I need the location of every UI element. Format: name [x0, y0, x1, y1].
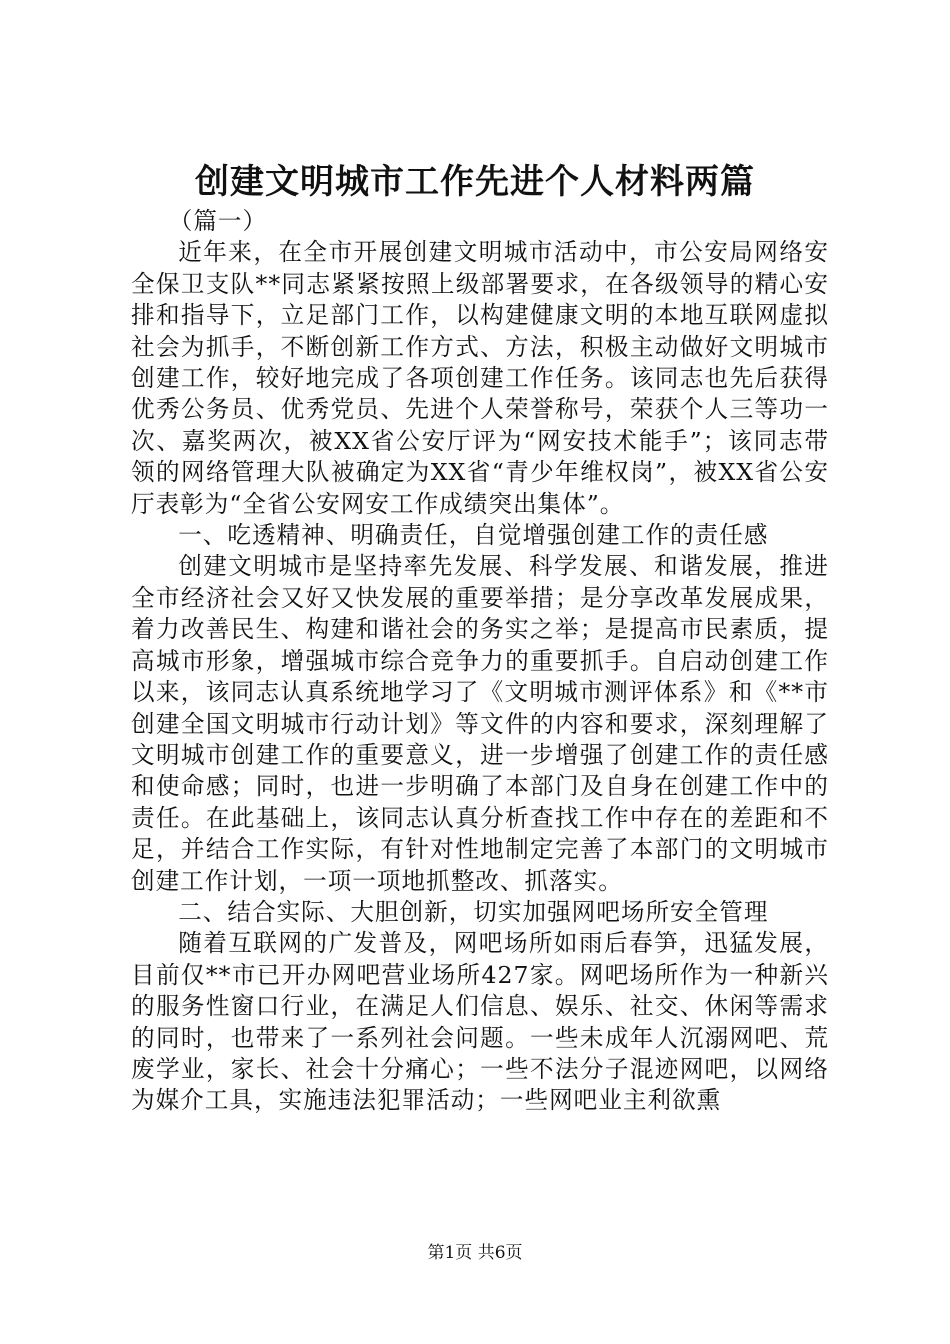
paragraph-intro: 近年来，在全市开展创建文明城市活动中，市公安局网络安全保卫支队**同志紧紧按照上级部署要求，在各级领导的精心安排和指导下，立足部门工作，以构建健康文明的本地互联网虚拟社会为抓手，不断创新工作方式、方法，积极主动做好文明城市创建工作，较好地完成了各项创建工作任务。该同志也先后获得优秀公务员、优秀党员、先进个人荣誉称号，荣获个人三等功一次、嘉奖两次，被XX省公安厅评为“网安技术能手”；该同志带领的网络管理大队被确定为XX省“青少年维权岗”，被XX省公安厅表彰为“全省公安网安工作成绩突出集体”。 [131, 238, 829, 518]
paragraph-section-2: 随着互联网的广发普及，网吧场所如雨后春笋，迅猛发展，目前仅**市已开办网吧营业场所427家。网吧场所作为一种新兴的服务性窗口行业，在满足人们信息、娱乐、社交、休闲等需求的同时，也带来了一系列社会问题。一些未成年人沉溺网吧、荒废学业，家长、社会十分痛心；一些不法分子混迹网吧，以网络为媒介工具，实施违法犯罪活动；一些网吧业主利欲熏 [131, 929, 829, 1115]
paragraph-section-1: 创建文明城市是坚持率先发展、科学发展、和谐发展，推进全市经济社会又好又快发展的重要举措；是分享改革发展成果，着力改善民生、构建和谐社会的务实之举；是提高市民素质，提高城市形象，增强城市综合竞争力的重要抓手。自启动创建工作以来，该同志认真系统地学习了《文明城市测评体系》和《**市创建全国文明城市行动计划》等文件的内容和要求，深刻理解了文明城市创建工作的重要意义，进一步增强了创建工作的责任感和使命感；同时，也进一步明确了本部门及自身在创建工作中的责任。在此基础上，该同志认真分析查找工作中存在的差距和不足，并结合工作实际，有针对性地制定完善了本部门的文明城市创建工作计划，一项一项地抓整改、抓落实。 [131, 552, 829, 895]
section-heading-2: 二、结合实际、大胆创新，切实加强网吧场所安全管理 [178, 897, 769, 926]
document-title: 创建文明城市工作先进个人材料两篇 [195, 162, 755, 202]
page-footer: 第1页 共6页 [427, 1243, 523, 1263]
document-body [131, 206, 829, 1117]
section-label: （篇一） [168, 207, 268, 235]
section-heading-1: 一、吃透精神、明确责任，自觉增强创建工作的责任感 [178, 521, 769, 550]
